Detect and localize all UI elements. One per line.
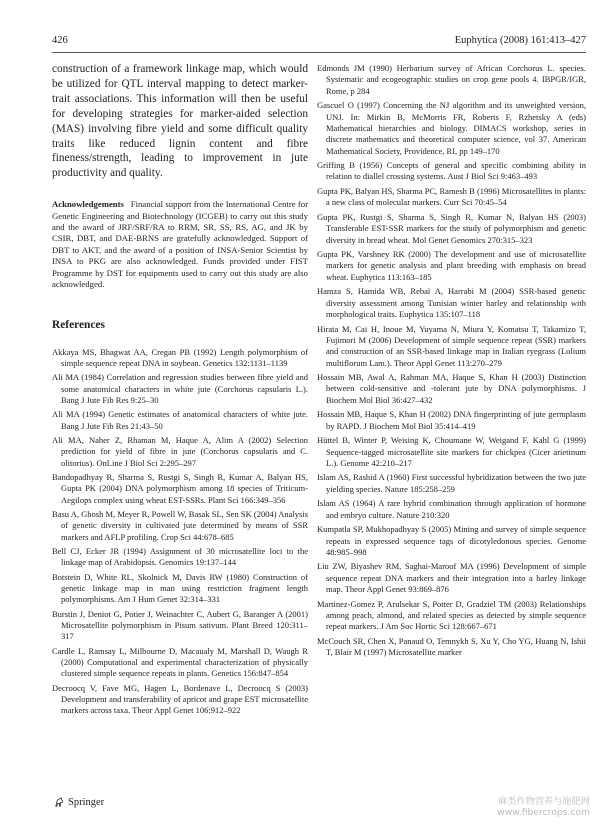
right-column xyxy=(317,63,586,662)
reference-entry: Gascuel O (1997) Concerning the NJ algorithm and its unweighted version, UNJ. In: Mirkin B, McMorris FR, Roberts F, Rzhetsky A (eds) Mathematical hierarchies and biology. DIMACS workshop, series in discrete mathematics and theoretical computer science, vol 37. American Mathematical Society, Providence, RI, pp 149–170 xyxy=(317,100,586,156)
reference-entry: Gupta PK, Varshney RK (2000) The development and use of microsatellite markers for genetic analysis and plant breeding with emphasis on bread wheat. Euphytica 113:163–185 xyxy=(317,249,586,282)
journal-reference: Euphytica (2008) 161:413–427 xyxy=(454,35,586,46)
acknowledgements xyxy=(52,199,308,290)
reference-entry: Martinez-Gomez P, Arulsekar S, Potter D, Gradziel TM (2003) Relationships among peach, almond, and related species as detected by simple sequence repeat markers. J Am Soc Hortic Sci 128:667–671 xyxy=(317,598,586,632)
reference-entry: Cardle L, Ramsay L, Milbourne D, Macaualy M, Marshall D, Waugh R (2000) Computational and experimental characterization of physically clustered simple sequence repeats in plants. Genetics 156:847–854 xyxy=(52,645,308,679)
reference-entry: Gupta PK, Rustgi S, Sharma S, Singh R, Kumar N, Balyan HS (2003) Transferable EST-SSR markers for the study of polymorphism and genetic diversity in bread wheat. Mol Genet Genomics 270:315–323 xyxy=(317,211,586,245)
reference-entry: Hossain MB, Awal A, Rahman MA, Haque S, Khan H (2003) Distinction between cold-sensitive and -tolerant jute by DNA polymorphisms. J Biochem Mol Biol 36:427–432 xyxy=(317,372,586,405)
reference-entry: Liu ZW, Biyashev RM, Saghai-Maroof MA (1996) Development of simple sequence repeat DNA markers and their integration into a barley linkage map. Theor Appl Genet 93:869–876 xyxy=(317,561,586,595)
reference-entry: Botstein D, White RL, Skolnick M, Davis RW (1980) Construction of genetic linkage map in man using restriction fragment length polymorphisms. Am J Hum Genet 32:314–331 xyxy=(52,571,308,605)
acknowledgements-heading: Acknowledgements xyxy=(52,199,124,210)
reference-entry: McCouch SR, Chen X, Panaud O, Temnykh S, Xu Y, Cho YG, Huang N, Ishii T, Blair M (1997) Microsatellite marker xyxy=(317,635,586,658)
reference-entry: Kumpatla SP, Mukhopadhyay S (2005) Mining and survey of simple sequence repeats in expressed sequence tags of dicotyledonous species. Genome 48:985–998 xyxy=(317,524,586,557)
references-heading: References xyxy=(52,318,105,331)
reference-entry: Hossain MB, Haque S, Khan H (2002) DNA fingerprinting of jute germplasm by RAPD. J Biochem Mol Biol 35:414–419 xyxy=(317,409,586,431)
reference-entry: Hüttel B, Winter P, Weising K, Choumane W, Weigand F, Kahl G (1999) Sequence-tagged microsatellite site markers for chickpea (Cicer arietinum L.). Genome 42:210–217 xyxy=(317,435,586,468)
header-rule xyxy=(52,52,586,53)
page-header xyxy=(52,35,586,49)
reference-entry: Burstin J, Deniot G, Potier J, Weinachter C, Aubert G, Baranger A (2001) Microsatellite polymorphism in Pisum sativum. Plant Breed 120:311–317 xyxy=(52,608,308,642)
left-column xyxy=(52,62,308,720)
acknowledgements-text: Financial support from the International Centre for Genetic Engineering and Biotechnology (ICGEB) to carry out this study and the award of JRF/SRF/RA to RRM, SR, SS, RS, AG, and JK by CSIR, DBT, and DAE-BRNS are gratefully acknowledged. Support of DBT to AKT, and the award of a position of INSA-Senior Scientist by INSA to PKG are also acknowledged. Funds provided under FIST Programme by DST for equipments used to carry out this study are also acknowledged. xyxy=(52,199,309,290)
reference-entry: Decroocq V, Fave MG, Hagen L, Bordenave L, Decroocq S (2003) Development and transferability of apricot and grape EST microsatellite markers across taxa. Theor Appl Genet 106:912–922 xyxy=(52,682,308,716)
reference-entry: Hirata M, Cai H, Inoue M, Yuyama N, Miura Y, Komatsu T, Takamizo T, Fujimori M (2006) Development of simple sequence repeat (SSR) markers and construction of an SSR-based linkage map in Italian ryegrass (Lolium multiflorum Lam.). Theor Appl Genet 113:270–279 xyxy=(317,323,586,368)
reference-entry: Bandopadhyay R, Sharma S, Rustgi S, Singh R, Kumar A, Balyan HS, Gupta PK (2004) DNA polymorphism among 18 species of Triticum-Aegilops complex using wheat EST-SSRs. Plant Sci 166:349–356 xyxy=(52,471,308,505)
publisher-name: Springer xyxy=(68,797,105,808)
reference-entry: Ali MA (1994) Genetic estimates of anatomical characters of white jute. Bang J Jute Fib Res 21:43–50 xyxy=(52,409,308,431)
reference-entry: Griffing B (1956) Concepts of general and specific combining ability in relation to diallel crossing systems. Aust J Biol Sci 9:463–493 xyxy=(317,160,586,182)
reference-entry: Islam AS, Rashid A (1960) First successful hybridization between the two jute yielding species. Nature 185:258–259 xyxy=(317,472,586,494)
reference-entry: Ali MA, Naher Z, Rhaman M, Haque A, Alim A (2002) Selection prediction for yield of fibre in jute (Corchorus capsularis and C. olitorius). OnLine J Biol Sci 2:295–297 xyxy=(52,434,308,468)
watermark-site-name: 麻类作物营养与施肥网 xyxy=(498,796,590,807)
reference-entry: Gupta PK, Balyan HS, Sharma PC, Ramesh B (1996) Microsatellites in plants: a new class of molecular markers. Curr Sci 70:45–54 xyxy=(317,186,586,208)
springer-horse-icon xyxy=(54,797,65,808)
reference-entry: Ali MA (1984) Correlation and regression studies between fibre yield and some anatomical characters in white jute (Corchorus capsularis L.). Bang J Jute Fib Res 9:25–30 xyxy=(52,372,308,405)
watermark xyxy=(497,797,590,818)
references-list-right xyxy=(317,63,586,659)
page-number: 426 xyxy=(52,35,68,46)
watermark-url: www.fibercrops.com xyxy=(497,806,590,818)
reference-entry: Hamza S, Hamida WB, Rebaï A, Harrabi M (2004) SSR-based genetic diversity assessment among Tunisian winter barley and relationship with morphological traits. Euphytica 135:107–118 xyxy=(317,286,586,319)
reference-entry: Islam AS (1964) A rare hybrid combination through application of hormone and embryo culture. Nature 210:320 xyxy=(317,498,586,520)
page-footer xyxy=(54,797,104,808)
reference-entry: Edmonds JM (1990) Herbarium survey of African Corchorus L. species. Systematic and ecogeographic studies on crop gene pools 4. IBPGR/IGR, Rome, p 284 xyxy=(317,63,586,96)
reference-entry: Bell CJ, Ecker JR (1994) Assignment of 30 microsatellite loci to the linkage map of Arabidopsis. Genomics 19:137–144 xyxy=(52,546,308,568)
references-list-left xyxy=(52,347,308,717)
body-paragraph: construction of a framework linkage map, which would be utilized for QTL interval mapping to detect marker-trait associations. This information will then be useful for developing strategies for marker-aided selection (MAS) involving fibre yield and some difficult quality traits like reduced lignin content and fibre fineness/strength, leading to improvement in jute productivity and quality. xyxy=(52,63,308,180)
reference-entry: Akkaya MS, Bhagwat AA, Cregan PB (1992) Length polymorphism of simple sequence repeat DNA in soybean. Genetics 132:1131–1139 xyxy=(52,346,308,368)
reference-entry: Basu A, Ghosh M, Meyer R, Powell W, Basak SL, Sen SK (2004) Analysis of genetic diversity in cultivated jute determined by means of SSR markers and AFLP profiling. Crop Sci 44:678–685 xyxy=(52,508,308,542)
